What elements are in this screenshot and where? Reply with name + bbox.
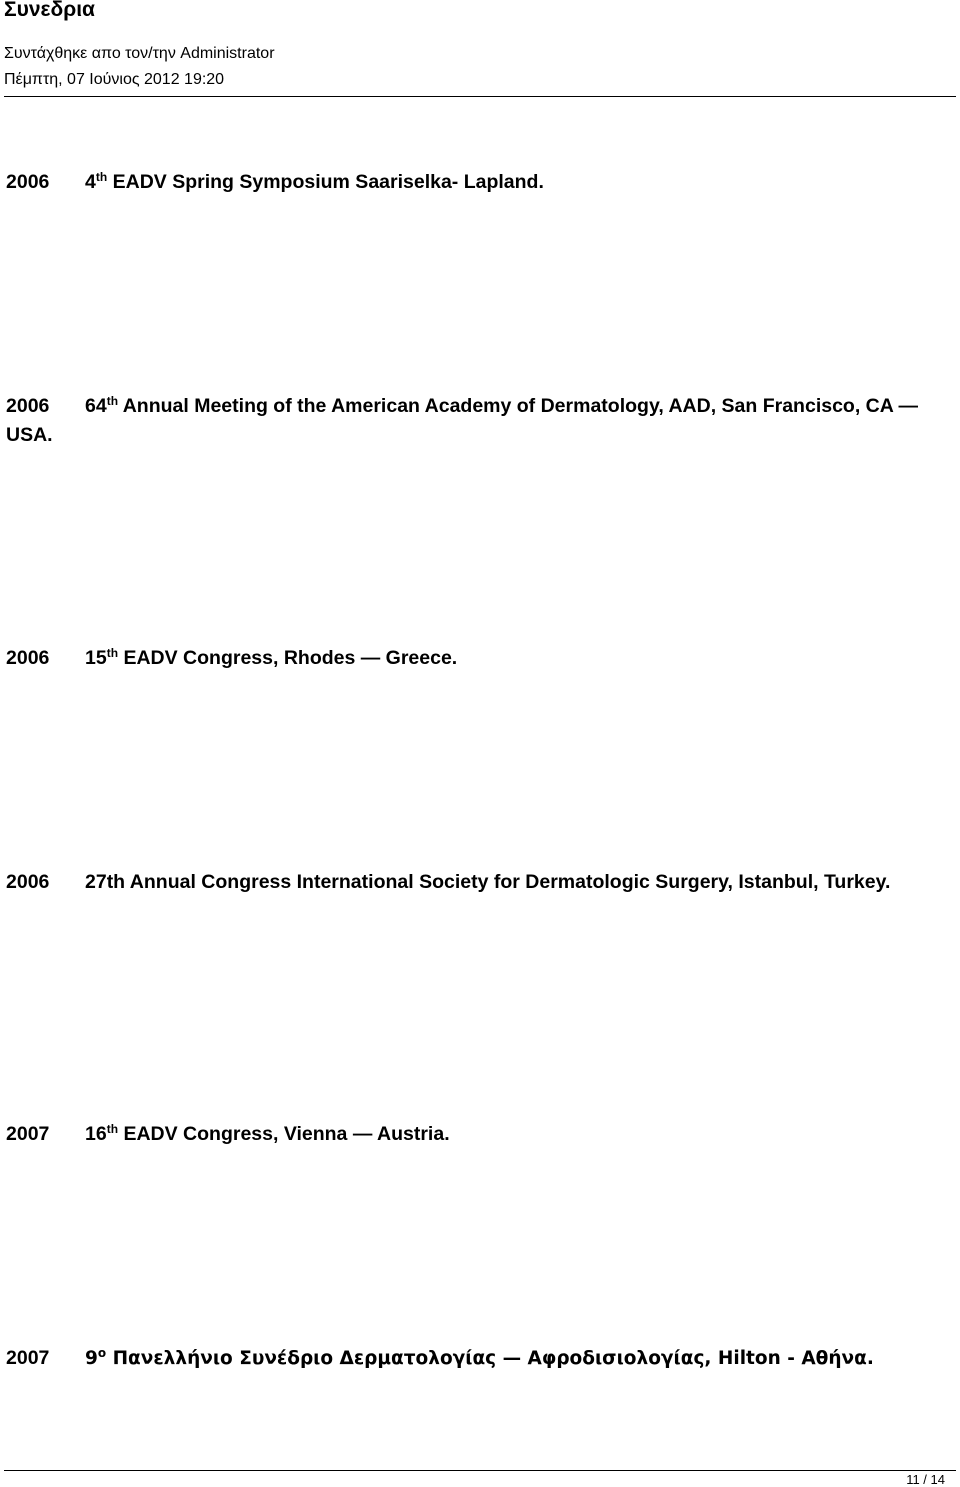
conference-entry — [6, 392, 936, 450]
page-header — [4, 0, 956, 97]
entry-year: 2006 — [6, 647, 50, 669]
entry-year: 2006 — [6, 871, 50, 893]
entry-text: EADV Congress, Rhodes — Greece. — [118, 647, 458, 669]
entry-text: 27th Annual Congress International Society for Dermatologic Surgery, Istanbul, Turkey. — [85, 871, 891, 893]
conference-entry — [6, 1120, 936, 1149]
conference-entry — [6, 168, 936, 197]
author-line: Συντάχθηκε απο τον/την Administrator — [4, 45, 275, 62]
footer-divider — [4, 1470, 956, 1471]
entry-ordinal-suffix: th — [106, 1122, 119, 1136]
entry-text: Πανελλήνιο Συνέδριο Δερματολογίας — Αφροδισιολογίας, Hilton - Αθήνα. — [106, 1348, 874, 1369]
date-line: Πέμπτη, 07 Ιούνιος 2012 19:20 — [4, 71, 225, 88]
entry-ordinal-suffix: th — [95, 170, 108, 184]
entry-ordinal-suffix: th — [106, 646, 119, 660]
entry-text: EADV Spring Symposium Saariselka- Lapland. — [107, 171, 544, 193]
entry-year: 2006 — [6, 171, 50, 193]
entry-year: 2007 — [6, 1347, 50, 1369]
page-title: Συνεδρια — [4, 0, 95, 21]
entry-text: EADV Congress, Vienna — Austria. — [118, 1123, 450, 1145]
entry-year: 2006 — [6, 395, 50, 417]
entry-text: Annual Meeting of the American Academy of Dermatology, AAD, San Francisco, CA — USA. — [6, 395, 919, 446]
conference-entry — [6, 868, 936, 897]
entry-ordinal-suffix: th — [106, 394, 119, 408]
conference-entry — [6, 1344, 936, 1373]
entry-ordinal-number: 9 — [85, 1348, 98, 1369]
entry-ordinal-number: 64 — [85, 395, 107, 417]
entry-ordinal-suffix: ο — [97, 1346, 107, 1360]
entry-ordinal-number: 15 — [85, 647, 107, 669]
page-number: 11 / 14 — [906, 1472, 945, 1487]
entry-year: 2007 — [6, 1123, 50, 1145]
entry-ordinal-number: 16 — [85, 1123, 107, 1145]
entry-ordinal-number: 4 — [85, 171, 96, 193]
conference-entry — [6, 644, 936, 673]
